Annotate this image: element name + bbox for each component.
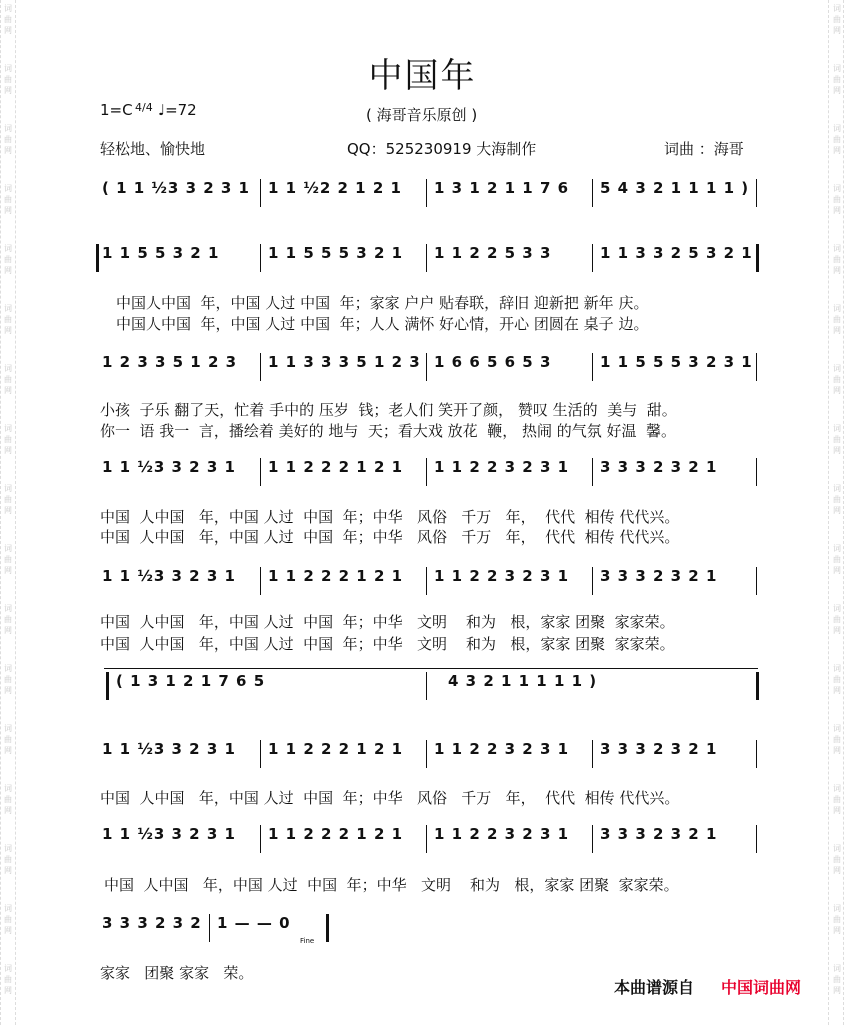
watermark-glyph: 词 [4,484,12,493]
measure: 1 1 3 3 3 5 1 2 3 [268,353,421,371]
repeat-start-bar [96,244,99,272]
watermark-glyph: 网 [4,326,12,335]
watermark-glyph: 词 [4,184,12,193]
watermark-glyph: 曲 [833,555,841,564]
watermark-glyph: 曲 [833,435,841,444]
watermark-glyph: 曲 [4,195,12,204]
measure: 3 3 3 2 3 2 1 [600,740,718,758]
measure: 1 — — 0 [217,914,291,932]
watermark-glyph: 词 [833,844,841,853]
watermark-glyph: 词 [833,544,841,553]
watermark-glyph: 网 [833,326,841,335]
lyric-line: 中国人中国 年，中国 人过 中国 年；家家 户户 贴春联，辞旧 迎新把 新年 庆。 [116,294,649,312]
watermark-glyph: 曲 [833,315,841,324]
staff-row [96,565,760,595]
lyric-line: 中国 人中国 年，中国 人过 中国 年；中华 风俗 千万 年， 代代 相传 代代兴。 [100,528,680,546]
watermark-glyph: 词 [833,424,841,433]
watermark-glyph: 词 [833,604,841,613]
watermark-glyph: 曲 [833,675,841,684]
measure: 1 6 6 5 6 5 3 [434,353,552,371]
watermark-glyph: 曲 [4,75,12,84]
lyric-line: 中国 人中国 年，中国 人过 中国 年；中华 文明 和为 根，家家 团聚 家家荣。 [100,635,675,653]
source-label: 本曲谱源自 [614,978,695,997]
watermark-glyph: 词 [833,304,841,313]
lyric-line: 家家 团聚 家家 荣。 [100,964,254,982]
watermark-glyph: 词 [833,484,841,493]
author-credit: 词曲 ：海哥 [664,140,744,158]
measure: 3 3 3 2 3 2 1 [600,458,718,476]
bar-line [260,740,261,768]
bar-line [426,244,427,272]
watermark-glyph: 网 [833,926,841,935]
staff-row [96,177,760,207]
end-bar-line [756,458,757,486]
measure: 1 1 2 2 2 1 2 1 [268,458,404,476]
staff-row [96,912,760,942]
watermark-glyph: 词 [4,784,12,793]
watermark-glyph: 词 [4,244,12,253]
watermark-glyph: 网 [4,866,12,875]
watermark-glyph: 曲 [4,135,12,144]
watermark-glyph: 网 [4,266,12,275]
watermark-glyph: 词 [4,604,12,613]
watermark-glyph: 词 [4,844,12,853]
watermark-glyph: 词 [4,904,12,913]
watermark-glyph: 词 [833,4,841,13]
credit-note: ( 海哥音乐原创 ) [366,106,478,124]
watermark-glyph: 曲 [833,735,841,744]
measure: 1 1 2 2 3 2 3 1 [434,458,570,476]
watermark-glyph: 网 [833,566,841,575]
bar-line [592,825,593,853]
watermark-glyph: 曲 [4,495,12,504]
measure: 1 1 3 3 2 5 3 2 1 [600,244,753,262]
watermark-glyph: 网 [833,866,841,875]
end-bar-line [756,825,757,853]
watermark-glyph: 网 [833,206,841,215]
watermark-glyph: 网 [4,686,12,695]
key-signature: 1=C [100,101,133,119]
watermark-glyph: 词 [833,784,841,793]
bar-line [209,914,210,942]
bar-line [260,244,261,272]
watermark-glyph: 网 [4,746,12,755]
lyric-line: 中国 人中国 年，中国 人过 中国 年；中华 文明 和为 根，家家 团聚 家家荣。 [104,876,679,894]
watermark-glyph: 词 [833,244,841,253]
watermark-glyph: 曲 [833,75,841,84]
watermark-glyph: 网 [833,746,841,755]
watermark-glyph: 词 [4,724,12,733]
watermark-glyph: 曲 [833,615,841,624]
end-bar-line [326,914,329,942]
bar-line [592,458,593,486]
measure: 1 1 ½3 3 2 3 1 [102,825,236,843]
watermark-glyph: 曲 [833,975,841,984]
staff-row [96,351,760,381]
lyric-line: 中国 人中国 年，中国 人过 中国 年；中华 文明 和为 根，家家 团聚 家家荣。 [100,613,675,631]
measure: 1 1 ½2 2 1 2 1 [268,179,402,197]
watermark-glyph: 词 [833,364,841,373]
measure: 4 3 2 1 1 1 1 1 ) [448,672,598,690]
time-signature: 4/4 [135,101,153,114]
watermark-glyph: 网 [4,506,12,515]
watermark-glyph: 曲 [4,555,12,564]
watermark-glyph: 词 [4,304,12,313]
watermark-glyph: 网 [833,686,841,695]
watermark-glyph: 网 [4,926,12,935]
watermark-glyph: 词 [4,124,12,133]
watermark-glyph: 曲 [4,795,12,804]
watermark-glyph: 网 [4,986,12,995]
watermark-glyph: 词 [833,904,841,913]
bar-line [426,567,427,595]
bar-line [592,567,593,595]
watermark-glyph: 词 [4,364,12,373]
site-name[interactable]: 中国词曲网 [721,978,802,997]
measure: 1 1 ½3 3 2 3 1 [102,567,236,585]
measure: 3 3 3 2 3 2 [102,914,202,932]
watermark-glyph: 曲 [833,15,841,24]
watermark-glyph: 网 [4,206,12,215]
tempo-marking: ♩=72 [158,101,197,119]
watermark-glyph: 网 [4,446,12,455]
watermark-glyph: 网 [4,626,12,635]
bar-line [260,825,261,853]
end-bar-line [756,179,757,207]
watermark-glyph: 网 [4,86,12,95]
watermark-glyph: 曲 [4,735,12,744]
watermark-glyph: 网 [833,626,841,635]
lyric-line: 你一 语 我一 言，播绘着 美好的 地与 天；看大戏 放花 鞭， 热闹 的气氛 好温 馨。 [100,422,677,440]
lyric-line: 小孩 子乐 翻了天，忙着 手中的 压岁 钱；老人们 笑开了颜， 赞叹 生活的 美与 甜。 [100,401,677,419]
lyric-line: 中国 人中国 年，中国 人过 中国 年；中华 风俗 千万 年， 代代 相传 代代兴。 [100,789,680,807]
bar-line [592,244,593,272]
measure: 1 1 2 2 3 2 3 1 [434,740,570,758]
qq-info: QQ：525230919 大海制作 [347,140,537,158]
watermark-glyph: 网 [4,566,12,575]
watermark-glyph: 曲 [833,495,841,504]
bar-line [426,458,427,486]
watermark-glyph: 网 [833,386,841,395]
watermark-glyph: 网 [833,26,841,35]
watermark-glyph: 词 [4,4,12,13]
watermark-glyph: 词 [833,724,841,733]
measure: 1 1 2 2 3 2 3 1 [434,567,570,585]
fine-mark: Fine [300,937,315,945]
watermark-glyph: 词 [833,64,841,73]
watermark-glyph: 网 [833,986,841,995]
watermark-glyph: 网 [833,266,841,275]
measure: 1 3 1 2 1 1 7 6 [434,179,570,197]
watermark-glyph: 词 [833,184,841,193]
bar-line [592,179,593,207]
staff-row [96,242,760,272]
watermark-glyph: 曲 [4,915,12,924]
page-title: 中国年 [368,56,477,96]
watermark-glyph: 词 [833,124,841,133]
end-bar-line [756,740,757,768]
measure: 1 1 2 2 2 1 2 1 [268,567,404,585]
watermark-glyph: 词 [4,424,12,433]
watermark-glyph: 曲 [4,255,12,264]
watermark-glyph: 网 [833,86,841,95]
measure: 1 1 2 2 2 1 2 1 [268,740,404,758]
watermark-glyph: 网 [833,806,841,815]
watermark-glyph: 曲 [833,135,841,144]
watermark-glyph: 曲 [4,315,12,324]
watermark-glyph: 曲 [4,975,12,984]
bar-line [260,458,261,486]
staff-row [96,823,760,853]
watermark-glyph: 曲 [833,195,841,204]
measure: 1 1 ½3 3 2 3 1 [102,740,236,758]
watermark-glyph: 词 [833,964,841,973]
watermark-glyph: 曲 [4,855,12,864]
bar-line [426,740,427,768]
bar-line [260,567,261,595]
measure: 1 2 3 3 5 1 2 3 [102,353,238,371]
lyric-line: 中国人中国 年，中国 人过 中国 年；人人 满怀 好心情，开心 团圆在 桌子 边。 [116,315,649,333]
repeat-bracket [104,668,758,699]
bar-line [592,740,593,768]
watermark-glyph: 网 [4,386,12,395]
watermark-glyph: 网 [833,146,841,155]
measure: 1 1 ½3 3 2 3 1 [102,458,236,476]
watermark-glyph: 曲 [833,915,841,924]
measure: 1 1 2 2 5 3 3 [434,244,552,262]
watermark-glyph: 曲 [4,15,12,24]
bar-line [426,179,427,207]
bar-line [592,353,593,381]
measure: 1 1 2 2 3 2 3 1 [434,825,570,843]
watermark-glyph: 词 [833,664,841,673]
bar-line [260,179,261,207]
watermark-glyph: 网 [4,146,12,155]
bar-line [426,353,427,381]
watermark-glyph: 曲 [833,255,841,264]
bar-line [426,825,427,853]
measure: 5 4 3 2 1 1 1 1 ) [600,179,750,197]
staff-row [96,456,760,486]
measure: ( 1 3 1 2 1 7 6 5 [116,672,266,690]
measure: 1 1 5 5 5 3 2 3 1 [600,353,753,371]
watermark-glyph: 词 [4,664,12,673]
measure: ( 1 1 ½3 3 2 3 1 [102,179,250,197]
watermark-glyph: 曲 [833,855,841,864]
measure: 1 1 5 5 5 3 2 1 [268,244,404,262]
watermark-glyph: 网 [4,26,12,35]
measure: 3 3 3 2 3 2 1 [600,567,718,585]
watermark-glyph: 曲 [833,795,841,804]
watermark-glyph: 词 [4,64,12,73]
watermark-glyph: 曲 [4,375,12,384]
watermark-glyph: 词 [4,544,12,553]
watermark-glyph: 曲 [4,435,12,444]
bar-line [260,353,261,381]
watermark-glyph: 网 [833,506,841,515]
watermark-glyph: 网 [833,446,841,455]
watermark-glyph: 词 [4,964,12,973]
watermark-glyph: 网 [4,806,12,815]
lyric-line: 中国 人中国 年，中国 人过 中国 年；中华 风俗 千万 年， 代代 相传 代代兴。 [100,508,680,526]
watermark-glyph: 曲 [4,675,12,684]
style-marking: 轻松地、愉快地 [100,140,206,158]
watermark-glyph: 曲 [4,615,12,624]
end-bar-line [756,353,757,381]
measure: 1 1 5 5 3 2 1 [102,244,220,262]
measure: 3 3 3 2 3 2 1 [600,825,718,843]
end-bar-line [756,244,759,272]
watermark-glyph: 曲 [833,375,841,384]
end-bar-line [756,567,757,595]
measure: 1 1 2 2 2 1 2 1 [268,825,404,843]
staff-row [96,738,760,768]
